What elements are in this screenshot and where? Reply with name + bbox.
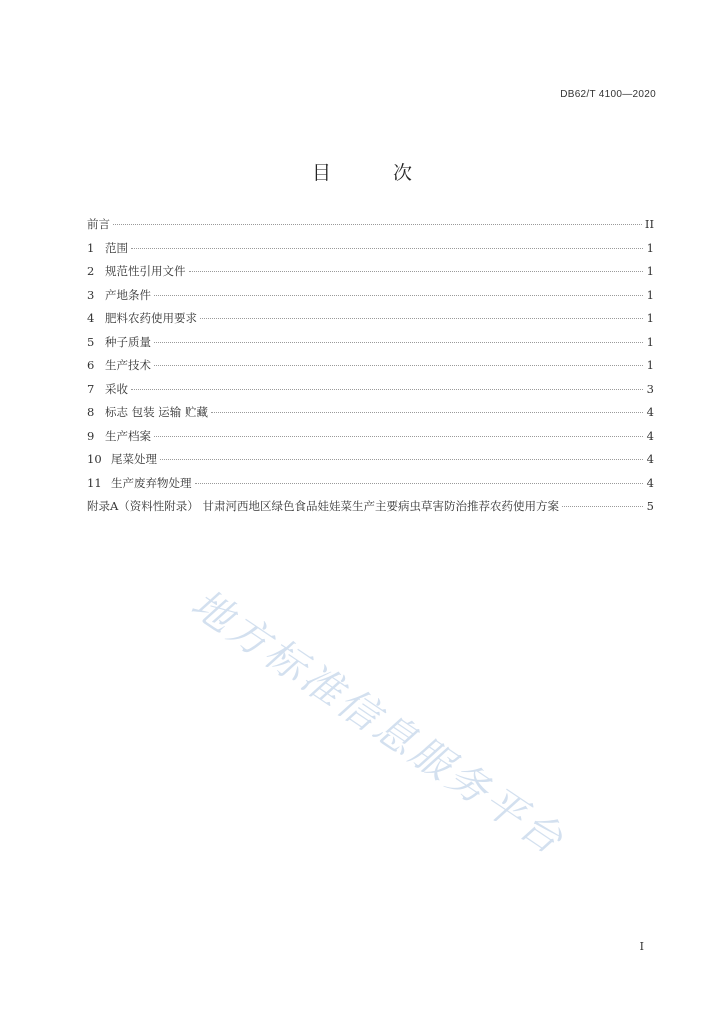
table-of-contents (87, 216, 654, 522)
toc-entry-2[interactable] (87, 263, 654, 287)
toc-entry-page: 5 (646, 499, 654, 513)
toc-leader-dots (562, 506, 643, 507)
toc-leader-dots (200, 318, 643, 319)
toc-leader-dots (154, 365, 643, 366)
toc-leader-dots (154, 436, 643, 437)
toc-entry-number: 6 (87, 358, 95, 372)
toc-entry-label: 生产技术 (105, 358, 151, 372)
toc-entry-8[interactable] (87, 404, 654, 428)
toc-entry-label: 尾菜处理 (111, 452, 157, 466)
toc-entry-5[interactable] (87, 334, 654, 358)
toc-entry-page: 4 (646, 428, 654, 443)
toc-entry-number: 7 (87, 381, 95, 396)
toc-entry-label: 生产档案 (105, 428, 151, 443)
toc-entry-10[interactable] (87, 451, 654, 475)
toc-entry-page: 4 (646, 452, 654, 466)
toc-entry-number: 2 (87, 264, 95, 278)
toc-entry-label: 规范性引用文件 (105, 264, 186, 278)
toc-entry-6[interactable] (87, 357, 654, 381)
toc-entry-3[interactable] (87, 287, 654, 311)
toc-entry-page: 1 (646, 240, 654, 255)
watermark: 地方标准信息服务平台 (182, 580, 574, 865)
toc-title: 目 次 (311, 162, 441, 184)
toc-entry-page: 1 (646, 264, 654, 278)
toc-entry-page: 1 (646, 358, 654, 372)
toc-entry-page: II (644, 217, 654, 231)
toc-entry-appendix-a[interactable] (87, 498, 654, 522)
toc-entry-page: 3 (646, 381, 654, 396)
toc-entry-label: 采收 (105, 381, 128, 396)
toc-entry-number: 4 (87, 311, 95, 325)
toc-entry-page: 1 (646, 287, 654, 302)
toc-entry-number: 10 (87, 452, 102, 466)
toc-leader-dots (131, 248, 643, 249)
toc-leader-dots (160, 459, 643, 460)
toc-entry-4[interactable] (87, 310, 654, 334)
toc-leader-dots (154, 342, 643, 343)
toc-entry-1[interactable] (87, 240, 654, 264)
toc-entry-7[interactable] (87, 381, 654, 405)
toc-entry-label: 生产废弃物处理 (111, 475, 192, 490)
toc-entry-number: 1 (87, 240, 95, 255)
toc-entry-label: 标志 包装 运输 贮藏 (105, 405, 208, 419)
toc-entry-page: 4 (646, 405, 654, 419)
toc-entry-label: 附录A（资料性附录） 甘肃河西地区绿色食品娃娃菜生产主要病虫草害防治推荐农药使用方案 (87, 499, 559, 513)
toc-entry-number: 11 (87, 475, 102, 490)
toc-entry-number: 9 (87, 428, 95, 443)
toc-leader-dots (131, 389, 643, 390)
toc-entry-label: 肥料农药使用要求 (105, 311, 197, 325)
toc-entry-foreword[interactable] (87, 216, 654, 240)
toc-entry-11[interactable] (87, 475, 654, 499)
toc-leader-dots (154, 295, 643, 296)
toc-entry-label: 范围 (105, 240, 128, 255)
toc-entry-number: 5 (87, 334, 95, 349)
toc-entry-page: 1 (646, 334, 654, 349)
toc-entry-label: 前言 (87, 217, 110, 231)
toc-entry-9[interactable] (87, 428, 654, 452)
toc-leader-dots (211, 412, 643, 413)
page-number: I (639, 940, 644, 953)
toc-leader-dots (195, 483, 644, 484)
toc-entry-page: 1 (646, 311, 654, 325)
toc-leader-dots (189, 271, 644, 272)
toc-entry-label: 种子质量 (105, 334, 151, 349)
toc-leader-dots (113, 224, 642, 225)
toc-entry-number: 8 (87, 405, 95, 419)
toc-entry-page: 4 (646, 475, 654, 490)
toc-entry-number: 3 (87, 287, 95, 302)
toc-entry-label: 产地条件 (105, 287, 151, 302)
document-code: DB62/T 4100—2020 (560, 89, 656, 100)
